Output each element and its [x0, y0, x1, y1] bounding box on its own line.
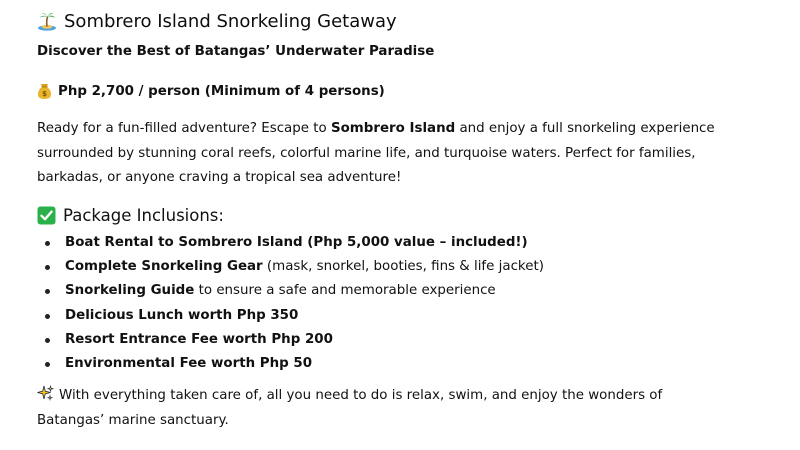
list-item [37, 328, 544, 352]
intro-text-end: and enjoy a full snorkeling experience surrounded by stunning coral reefs, colorful marine life, and turquoise waters. Perfect for families, barkadas, or anyone craving a tropical sea adventure! [37, 121, 715, 185]
bullet-dot [45, 362, 50, 367]
list-item [37, 255, 544, 279]
intro-paragraph [37, 117, 737, 191]
bullet-dot [45, 314, 50, 319]
list-item-rest: (mask, snorkel, booties, fins & life jacket) [262, 259, 544, 275]
inclusions-heading: Package Inclusions: [63, 205, 224, 225]
list-item [37, 231, 544, 255]
palm-tree-island-icon [37, 11, 57, 31]
list-item-bold: Environmental Fee worth Php 50 [65, 355, 313, 371]
bullet-dot [45, 241, 50, 246]
bullet-dot [45, 338, 50, 343]
closing-paragraph [37, 384, 717, 433]
inclusions-heading-row [37, 203, 224, 227]
check-mark-button-icon [37, 206, 56, 225]
bullet-dot [45, 265, 50, 270]
list-item-rest: to ensure a safe and memorable experience [194, 283, 496, 299]
page-title: Sombrero Island Snorkeling Getaway [64, 10, 397, 32]
list-item-bold: Delicious Lunch worth Php 350 [65, 307, 299, 323]
list-item-bold: Boat Rental to Sombrero Island (Php 5,000 value – included!) [65, 235, 528, 250]
list-item [37, 279, 544, 303]
closing-text: With everything taken care of, all you need to do is relax, swim, and enjoy the wonders of Batangas’ marine sanctuary. [37, 388, 663, 428]
list-item-bold: Snorkeling Guide [65, 283, 195, 299]
price-row [37, 80, 385, 102]
page-subtitle: Discover the Best of Batangas’ Underwater Paradise [37, 44, 435, 59]
inclusions-list [37, 231, 544, 376]
svg-text:$: $ [42, 89, 47, 98]
money-bag-icon [37, 83, 52, 100]
intro-highlight: Sombrero Island [330, 121, 456, 136]
list-item [37, 352, 544, 376]
list-item [37, 304, 544, 328]
list-item-bold: Complete Snorkeling Gear [65, 259, 263, 275]
list-item-bold: Resort Entrance Fee worth Php 200 [65, 331, 333, 347]
intro-text-start: Ready for a fun-filled adventure? Escape to [37, 121, 331, 136]
sparkles-icon [37, 385, 54, 402]
price-text: Php 2,700 / person (Minimum of 4 persons) [58, 83, 385, 99]
bullet-dot [45, 289, 50, 294]
page-title-row [37, 8, 397, 34]
